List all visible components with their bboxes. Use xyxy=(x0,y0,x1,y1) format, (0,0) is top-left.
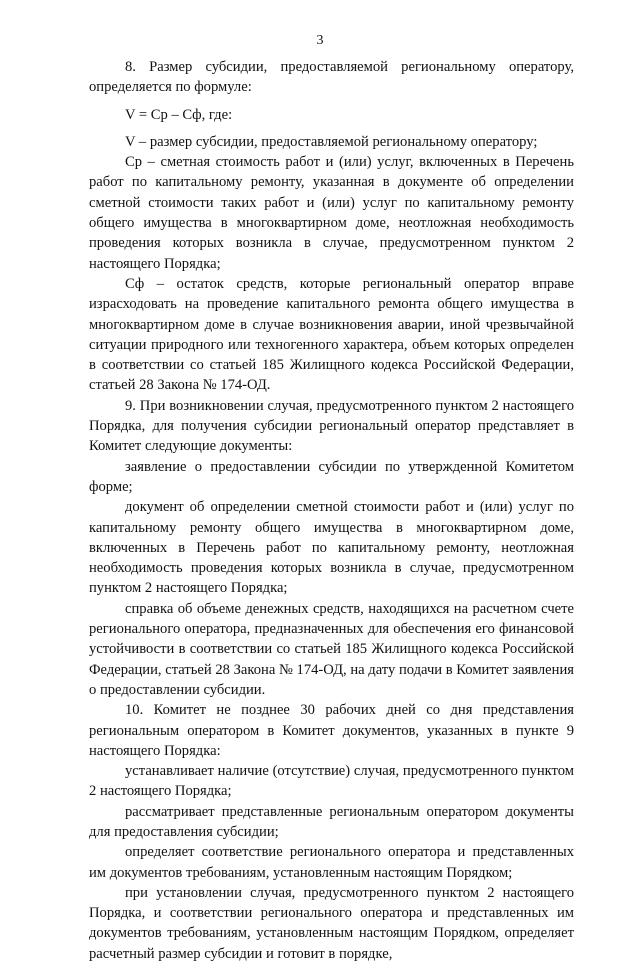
list-item-funds-certificate: справка об объеме денежных средств, находящихся на расчетном счете регионального оператора, предназначенных для обеспечения его финансовой устойчивости в соответствии со статьей 185 Жилищного кодекса Российской Федерации, статьей 28 Закона № 174-ОД, на дату подачи в Комитет заявления о предоставлении субсидии. xyxy=(89,600,574,698)
paragraph-9: 9. При возникновении случая, предусмотренного пунктом 2 настоящего Порядка, для получения субсидии региональный оператор представляет в Комитет следующие документы: xyxy=(89,397,574,455)
formula: V = Cр – Cф, где: xyxy=(125,106,233,123)
definition-cr: Cр – сметная стоимость работ и (или) услуг, включенных в Перечень работ по капитальному ремонту, указанная в документе об определении сметной стоимости таких работ и (или) услуг по капитальному ремонту общего имущества в многоквартирном доме, неотложная необходимость проведения которых возникла в случае, предусмотренном пунктом 2 настоящего Порядка; xyxy=(89,154,574,272)
list-item-reviews: рассматривает представленные региональным оператором документы для предоставления субсидии; xyxy=(89,803,574,840)
paragraph-10: 10. Комитет не позднее 30 рабочих дней со дня представления региональным оператором в Комитет документов, указанных в пункте 9 настоящего Порядка: xyxy=(89,702,574,759)
list-item-estimate-document: документ об определении сметной стоимости работ и (или) услуг по капитальному ремонту общего имущества в многоквартирном доме, включенных в Перечень работ по капитальному ремонту, неотложная необходимость проведения которых возникла в случае, предусмотренном пунктом 2 настоящего Порядка; xyxy=(89,499,574,597)
page-number: 3 xyxy=(316,33,324,48)
list-item-application: заявление о предоставлении субсидии по утвержденной Комитетом форме; xyxy=(89,458,574,495)
definition-cf: Cф – остаток средств, которые региональный оператор вправе израсходовать на проведение капитального ремонта общего имущества в многоквартирном доме в случае возникновения аварии, иной чрезвычайной ситуации природного или техногенного характера, объем которых определен в соответствии со статьей 185 Жилищного кодекса Российской Федерации, статьей 28 Закона № 174-ОД. xyxy=(89,275,574,394)
list-item-calculates: при установлении случая, предусмотренного пунктом 2 настоящего Порядка, и соответствии регионального оператора и представленных им документов требованиям, установленным настоящим Порядком, определяет расчетный размер субсидии и готовит в порядке, xyxy=(89,884,574,962)
document-body xyxy=(89,57,574,964)
paragraph-8: 8. Размер субсидии, предоставляемой региональному оператору, определяется по формуле: xyxy=(89,59,574,96)
definition-v: V – размер субсидии, предоставляемой региональному оператору; xyxy=(125,133,538,150)
list-item-determines: определяет соответствие регионального оператора и представленных им документов требованиям, установленным настоящим Порядком; xyxy=(89,844,574,881)
list-item-establishes: устанавливает наличие (отсутствие) случая, предусмотренного пунктом 2 настоящего Порядка; xyxy=(89,763,574,800)
